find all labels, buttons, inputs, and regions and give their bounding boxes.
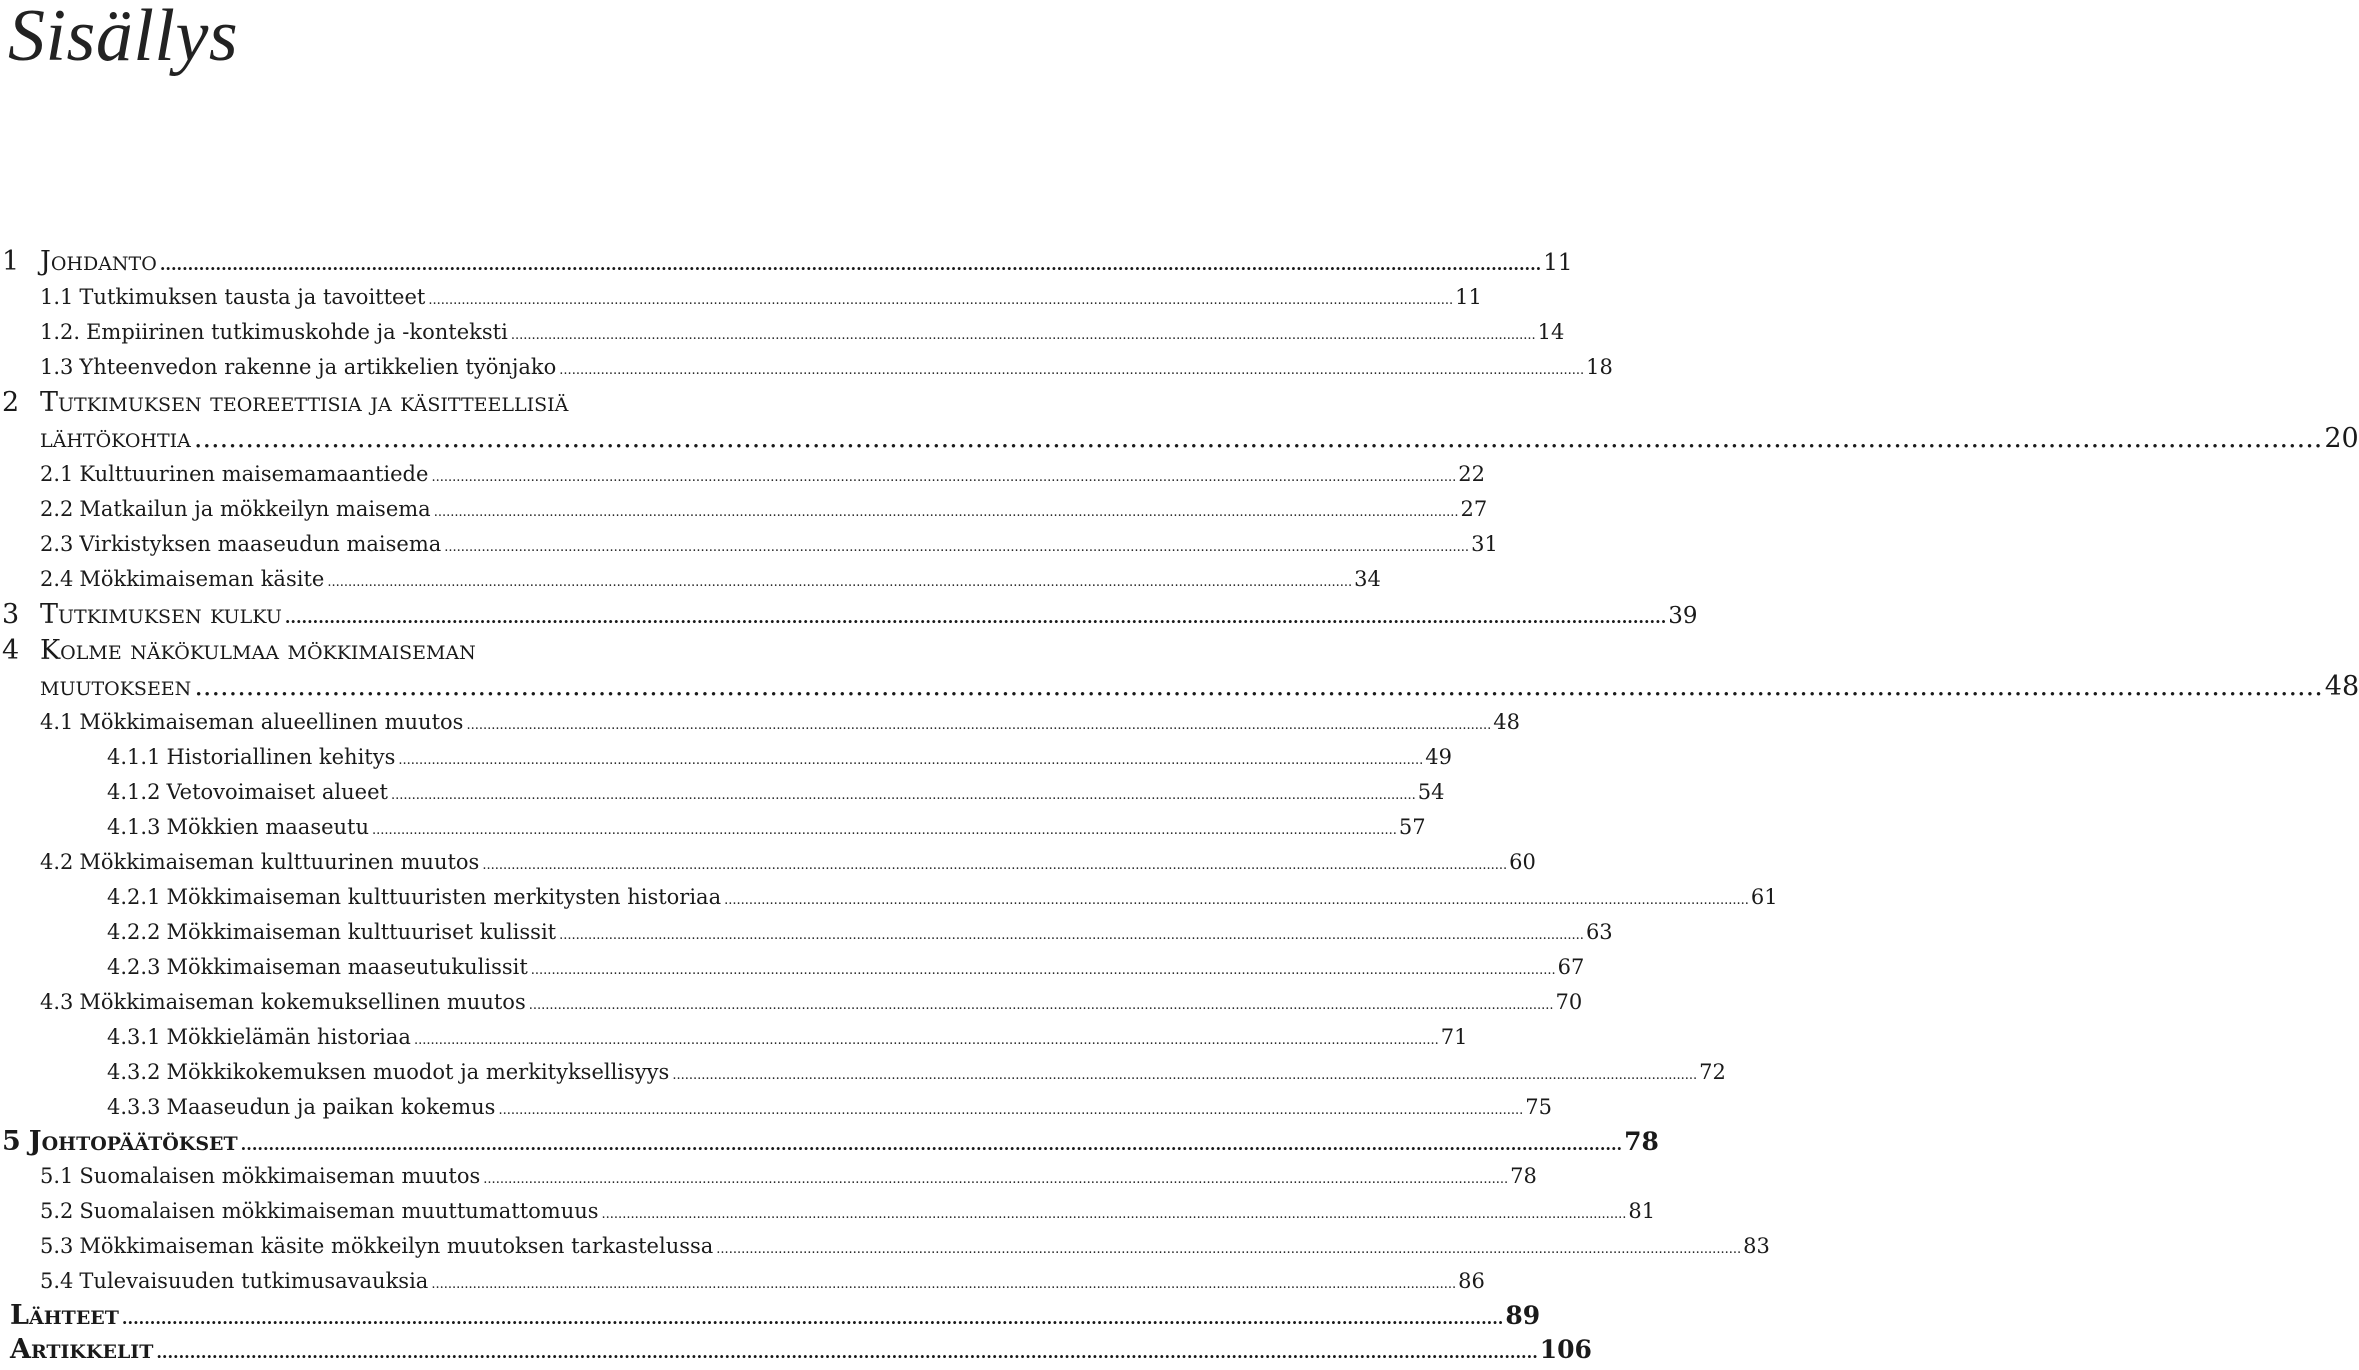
toc-entry-page: 67: [1557, 955, 1585, 979]
toc-entry-number: 4.2.2: [107, 920, 161, 944]
dot-leader: ........................................................................................................................................................................................................................................................: [672, 1068, 1698, 1083]
toc-entry-title: Suomalaisen mökkimaiseman muuttumattomuus: [79, 1199, 599, 1223]
toc-entry[interactable]: [0, 1299, 1541, 1333]
toc-entry-title: Mökkimaiseman kulttuuristen merkitysten historiaa: [166, 885, 722, 909]
toc-entry-title: Kolme näkökulmaa mökkimaiseman: [40, 635, 476, 666]
toc-entry-title: Johtopäätökset: [28, 1126, 238, 1157]
toc-entry-title: Mökkimaiseman käsite: [79, 567, 325, 591]
toc-entry-number: 1: [2, 246, 20, 277]
toc-entry-number: 4.1.1: [107, 745, 161, 769]
toc-entry-page: 78: [1624, 1127, 1659, 1156]
toc-entry-title: Tulevaisuuden tutkimusavauksia: [79, 1269, 429, 1293]
toc-entry[interactable]: [0, 1125, 1659, 1159]
toc-entry-page: 70: [1555, 990, 1583, 1014]
dot-leader: ........................................................................................................................................................................................................................................................: [390, 788, 1416, 803]
toc-entry-page: 31: [1471, 532, 1498, 556]
toc-entry-number: 1.1: [40, 285, 74, 309]
toc-entry[interactable]: [0, 457, 1485, 492]
dot-leader: ........................................................................................................................................................................................................................................................: [413, 1033, 1439, 1048]
toc-entry-title: Kulttuurinen maisemamaantiede: [79, 462, 429, 486]
toc-entry-title: Tutkimuksen teoreettisia ja käsitteellisiä: [40, 387, 569, 418]
toc-entry[interactable]: [0, 350, 1613, 385]
toc-entry-title: Suomalaisen mökkimaiseman muutos: [79, 1164, 481, 1188]
toc-entry-title: Lähteet: [10, 1300, 119, 1331]
toc-entry[interactable]: [0, 1229, 1770, 1264]
dot-leader: ........................................................................................................................................................................................................................................................: [431, 1277, 1457, 1292]
toc-entry-number: 4.3.1: [107, 1025, 161, 1049]
toc-entry-title: lähtökohtia: [40, 423, 191, 454]
toc-entry-number: 4.1.3: [107, 815, 161, 839]
toc-entry-page: 57: [1398, 815, 1426, 839]
toc-entry-page: 27: [1460, 497, 1488, 521]
toc-entry-number: 5.1: [40, 1164, 74, 1188]
dot-leader: ........................................................................................................................................................................................................................................................: [716, 1242, 1742, 1257]
dot-leader: ........................................................................................................................................................................................................................................................: [431, 470, 1457, 485]
toc-entry[interactable]: [0, 492, 1488, 527]
toc-entry-number: 3: [2, 599, 20, 630]
toc-entry-title: Matkailun ja mökkeilyn maisema: [79, 497, 431, 521]
dot-leader: ........................................................................................................................................................................................................................................................: [559, 928, 1584, 943]
toc-entry-number: 4.1.2: [107, 780, 161, 804]
toc-entry-number: 1.2.: [40, 320, 81, 344]
toc-entry[interactable]: [0, 669, 2359, 705]
toc-entry[interactable]: [0, 880, 1778, 915]
toc-entry-title: muutokseen: [40, 671, 192, 702]
toc-entry-number: 4.2: [40, 850, 74, 874]
toc-entry[interactable]: [0, 1194, 1656, 1229]
toc-entry[interactable]: [0, 421, 2359, 457]
toc-entry-number: 5.2: [40, 1199, 74, 1223]
toc-entry[interactable]: [0, 1055, 1726, 1090]
toc-entry[interactable]: [0, 562, 1381, 597]
toc-entry-page: 34: [1354, 567, 1381, 591]
toc-entry-number: 2.2: [40, 497, 74, 521]
toc-entry-page: 71: [1440, 1025, 1468, 1049]
toc-entry-page: 60: [1509, 850, 1536, 874]
toc-entry-number: 2.4: [40, 567, 74, 591]
toc-entry-page: 11: [1455, 285, 1482, 309]
toc-entry-number: 5: [2, 1126, 21, 1157]
dot-leader: ........................................................................................................................................................................................................................................................: [510, 328, 1536, 343]
dot-leader: ........................................................................................................................................................................................................................................................: [240, 1135, 1623, 1154]
dot-leader: ........................................................................................................................................................................................................................................................: [466, 718, 1492, 733]
toc-entry-number: 1.3: [40, 355, 74, 379]
dot-leader: ........................................................................................................................................................................................................................................................: [498, 1103, 1524, 1118]
toc-entry[interactable]: [0, 385, 953, 421]
toc-entry-page: 81: [1628, 1199, 1656, 1223]
dot-leader: ........................................................................................................................................................................................................................................................: [156, 1343, 1538, 1362]
toc-entry[interactable]: [0, 280, 1482, 315]
toc-entry-title: Mökkimaiseman käsite mökkeilyn muutoksen tarkastelussa: [79, 1234, 714, 1258]
dot-leader: ........................................................................................................................................................................................................................................................: [482, 858, 1508, 873]
table-of-contents: [0, 244, 2359, 1367]
dot-leader: ........................................................................................................................................................................................................................................................: [559, 363, 1585, 378]
toc-entry-title: Mökkikokemuksen muodot ja merkityksellisyys: [166, 1060, 670, 1084]
toc-entry-number: 4.2.1: [107, 885, 161, 909]
dot-leader: ........................................................................................................................................................................................................................................................: [433, 505, 1459, 520]
dot-leader: ........................................................................................................................................................................................................................................................: [193, 423, 2323, 454]
toc-entry-page: 14: [1537, 320, 1565, 344]
toc-entry[interactable]: [0, 633, 953, 669]
toc-entry-title: Mökkimaiseman kulttuurinen muutos: [79, 850, 480, 874]
toc-entry-page: 20: [2324, 423, 2359, 454]
toc-entry[interactable]: [0, 1333, 1592, 1367]
toc-entry[interactable]: [0, 705, 1521, 740]
toc-entry-page: 75: [1525, 1095, 1553, 1119]
toc-entry-page: 49: [1425, 745, 1452, 769]
toc-entry-title: Yhteenvedon rakenne ja artikkelien työnjako: [79, 355, 557, 379]
toc-entry-page: 39: [1668, 603, 1698, 629]
toc-entry[interactable]: [0, 950, 1585, 985]
dot-leader: ........................................................................................................................................................................................................................................................: [601, 1207, 1627, 1222]
dot-leader: ........................................................................................................................................................................................................................................................: [398, 753, 1424, 768]
toc-entry[interactable]: [0, 915, 1613, 950]
toc-entry-title: Mökkielämän historiaa: [166, 1025, 411, 1049]
toc-entry-title: Historiallinen kehitys: [166, 745, 396, 769]
toc-entry-title: Mökkimaiseman maaseutukulissit: [166, 955, 528, 979]
toc-entry-title: Artikkelit: [10, 1334, 154, 1365]
toc-entry-page: 72: [1699, 1060, 1726, 1084]
toc-entry-page: 63: [1585, 920, 1613, 944]
toc-entry[interactable]: [0, 985, 1583, 1020]
toc-entry[interactable]: [0, 315, 1565, 350]
dot-leader: ........................................................................................................................................................................................................................................................: [284, 608, 1667, 627]
toc-entry-page: 18: [1586, 355, 1613, 379]
toc-entry-number: 2.3: [40, 532, 74, 556]
dot-leader: ........................................................................................................................................................................................................................................................: [327, 575, 1353, 590]
toc-entry-number: 5.4: [40, 1269, 74, 1293]
toc-entry[interactable]: [0, 1090, 1553, 1125]
toc-entry[interactable]: [0, 740, 1452, 775]
dot-leader: ........................................................................................................................................................................................................................................................: [372, 823, 1397, 838]
toc-entry-title: Tutkimuksen tausta ja tavoitteet: [79, 285, 426, 309]
toc-entry-page: 22: [1458, 462, 1485, 486]
toc-entry[interactable]: [0, 244, 1573, 280]
toc-entry-page: 106: [1539, 1335, 1592, 1364]
toc-entry[interactable]: [0, 527, 1498, 562]
toc-entry-number: 4.3.3: [107, 1095, 161, 1119]
toc-entry-title: Mökkien maaseutu: [166, 815, 370, 839]
toc-entry-page: 89: [1505, 1301, 1541, 1330]
dot-leader: ........................................................................................................................................................................................................................................................: [444, 540, 1470, 555]
toc-entry[interactable]: [0, 810, 1426, 845]
page-title: Sisällys: [8, 0, 239, 77]
toc-entry-page: 48: [2324, 671, 2359, 702]
dot-leader: ........................................................................................................................................................................................................................................................: [194, 671, 2323, 702]
dot-leader: ........................................................................................................................................................................................................................................................: [483, 1172, 1509, 1187]
toc-entry-number: 4.1: [40, 710, 74, 734]
toc-entry[interactable]: [0, 775, 1445, 810]
toc-entry-title: Tutkimuksen kulku: [40, 599, 282, 630]
toc-entry-title: Johdanto: [40, 246, 157, 277]
toc-entry-title: Mökkimaiseman kokemuksellinen muutos: [79, 990, 526, 1014]
toc-entry-page: 86: [1458, 1269, 1485, 1293]
toc-entry-title: Maaseudun ja paikan kokemus: [166, 1095, 496, 1119]
toc-entry-page: 48: [1493, 710, 1521, 734]
toc-entry-number: 4.3: [40, 990, 74, 1014]
toc-entry[interactable]: [0, 597, 1698, 633]
toc-entry[interactable]: [0, 845, 1536, 880]
dot-leader: ........................................................................................................................................................................................................................................................: [530, 963, 1556, 978]
toc-entry-number: 4: [2, 635, 20, 666]
toc-entry-title: Mökkimaiseman kulttuuriset kulissit: [166, 920, 557, 944]
toc-entry-title: Vetovoimaiset alueet: [166, 780, 388, 804]
toc-entry-page: 61: [1750, 885, 1778, 909]
dot-leader: ........................................................................................................................................................................................................................................................: [724, 893, 1749, 908]
toc-entry-page: 78: [1510, 1164, 1537, 1188]
toc-entry-number: 5.3: [40, 1234, 74, 1258]
dot-leader: ........................................................................................................................................................................................................................................................: [428, 293, 1454, 308]
toc-entry[interactable]: [0, 1159, 1537, 1194]
toc-entry-title: Empiirinen tutkimuskohde ja -konteksti: [86, 320, 508, 344]
toc-entry-number: 4.3.2: [107, 1060, 161, 1084]
dot-leader: ........................................................................................................................................................................................................................................................: [528, 998, 1554, 1013]
dot-leader: ........................................................................................................................................................................................................................................................: [159, 255, 1542, 274]
dot-leader: ........................................................................................................................................................................................................................................................: [121, 1309, 1504, 1328]
toc-entry-number: 2: [2, 387, 20, 418]
toc-entry-number: 2.1: [40, 462, 74, 486]
toc-entry[interactable]: [0, 1264, 1485, 1299]
toc-entry-title: Mökkimaiseman alueellinen muutos: [79, 710, 464, 734]
toc-entry[interactable]: [0, 1020, 1468, 1055]
toc-entry-page: 54: [1417, 780, 1445, 804]
toc-entry-page: 83: [1743, 1234, 1770, 1258]
toc-entry-title: Virkistyksen maaseudun maisema: [79, 532, 442, 556]
toc-entry-page: 11: [1543, 250, 1573, 276]
toc-entry-number: 4.2.3: [107, 955, 161, 979]
